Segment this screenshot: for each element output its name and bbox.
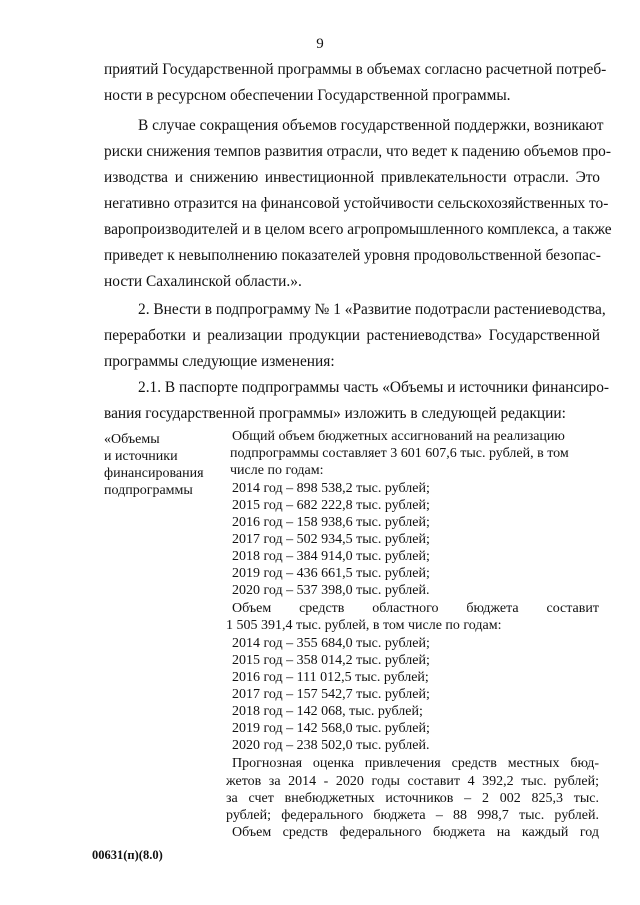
total-funding-line: Общий объем бюджетных ассигнований на реализацию	[232, 429, 565, 444]
risk-paragraph-line: варопроизводителей и в целом всего агропромышленного комплекса, а также	[104, 221, 612, 238]
regional-year-line: 2014 год – 355 684,0 тыс. рублей;	[232, 636, 430, 651]
item-2-line: программы следующие изменения:	[104, 353, 335, 370]
table-label-line: «Объемы	[104, 432, 160, 447]
regional-budget-line: 1 505 391,4 тыс. рублей, в том числе по годам:	[226, 618, 502, 633]
regional-year-line: 2016 год – 111 012,5 тыс. рублей;	[232, 670, 429, 685]
page-number: 9	[316, 36, 324, 52]
forecast-line: рублей; федерального бюджета – 88 998,7 тыс. рублей.	[226, 808, 599, 823]
table-label-line: финансирования	[104, 466, 204, 481]
total-year-line: 2015 год – 682 222,8 тыс. рублей;	[232, 498, 430, 513]
regional-budget-line: Объем средств областного бюджета составит	[232, 601, 599, 616]
risk-paragraph-line: риски снижения темпов развития отрасли, что ведет к падению объемов про-	[104, 143, 611, 160]
total-year-line: 2020 год – 537 398,0 тыс. рублей.	[232, 583, 430, 598]
total-year-line: 2014 год – 898 538,2 тыс. рублей;	[232, 481, 430, 496]
risk-paragraph-line: В случае сокращения объемов государственной поддержки, возникают	[138, 117, 604, 134]
forecast-line: за счет внебюджетных источников – 2 002 825,3 тыс.	[226, 791, 599, 806]
document-code: 00631(п)(8.0)	[92, 848, 163, 862]
regional-year-line: 2018 год – 142 068, тыс. рублей;	[232, 704, 423, 719]
total-funding-line: числе по годам:	[230, 463, 324, 478]
total-funding-line: подпрограммы составляет 3 601 607,6 тыс. рублей, в том	[230, 446, 569, 461]
item-2-line: 2. Внести в подпрограмму № 1 «Развитие подотрасли растениеводства,	[138, 301, 606, 318]
item-2-1-line: вания государственной программы» изложить в следующей редакции:	[104, 405, 566, 422]
table-label-line: подпрограммы	[104, 483, 193, 498]
total-year-line: 2017 год – 502 934,5 тыс. рублей;	[232, 532, 430, 547]
regional-year-line: 2015 год – 358 014,2 тыс. рублей;	[232, 653, 430, 668]
regional-year-line: 2020 год – 238 502,0 тыс. рублей.	[232, 738, 430, 753]
total-year-line: 2016 год – 158 938,6 тыс. рублей;	[232, 515, 430, 530]
risk-paragraph-line: ности Сахалинской области.».	[104, 273, 302, 290]
regional-year-line: 2019 год – 142 568,0 тыс. рублей;	[232, 721, 430, 736]
paragraph-line: приятий Государственной программы в объемах согласно расчетной потреб-	[104, 61, 607, 78]
paragraph-line: ности в ресурсном обеспечении Государственной программы.	[104, 87, 511, 104]
risk-paragraph-line: приведет к невыполнению показателей уровня продовольственной безопас-	[104, 247, 601, 264]
total-year-line: 2019 год – 436 661,5 тыс. рублей;	[232, 566, 430, 581]
item-2-1-line: 2.1. В паспорте подпрограммы часть «Объемы и источники финансиро-	[138, 379, 610, 396]
forecast-line: Объем средств федерального бюджета на каждый год	[232, 825, 599, 840]
risk-paragraph-line: изводства и снижению инвестиционной привлекательности отрасли. Это	[104, 169, 600, 186]
item-2-line: переработки и реализации продукции растениеводства» Государственной	[104, 327, 600, 344]
total-year-line: 2018 год – 384 914,0 тыс. рублей;	[232, 549, 430, 564]
regional-year-line: 2017 год – 157 542,7 тыс. рублей;	[232, 687, 430, 702]
forecast-line: жетов за 2014 - 2020 годы составит 4 392,2 тыс. рублей;	[226, 774, 599, 789]
table-label-line: и источники	[104, 449, 178, 464]
forecast-line: Прогнозная оценка привлечения средств местных бюд-	[232, 756, 599, 771]
risk-paragraph-line: негативно отразится на финансовой устойчивости сельскохозяйственных то-	[104, 195, 609, 212]
